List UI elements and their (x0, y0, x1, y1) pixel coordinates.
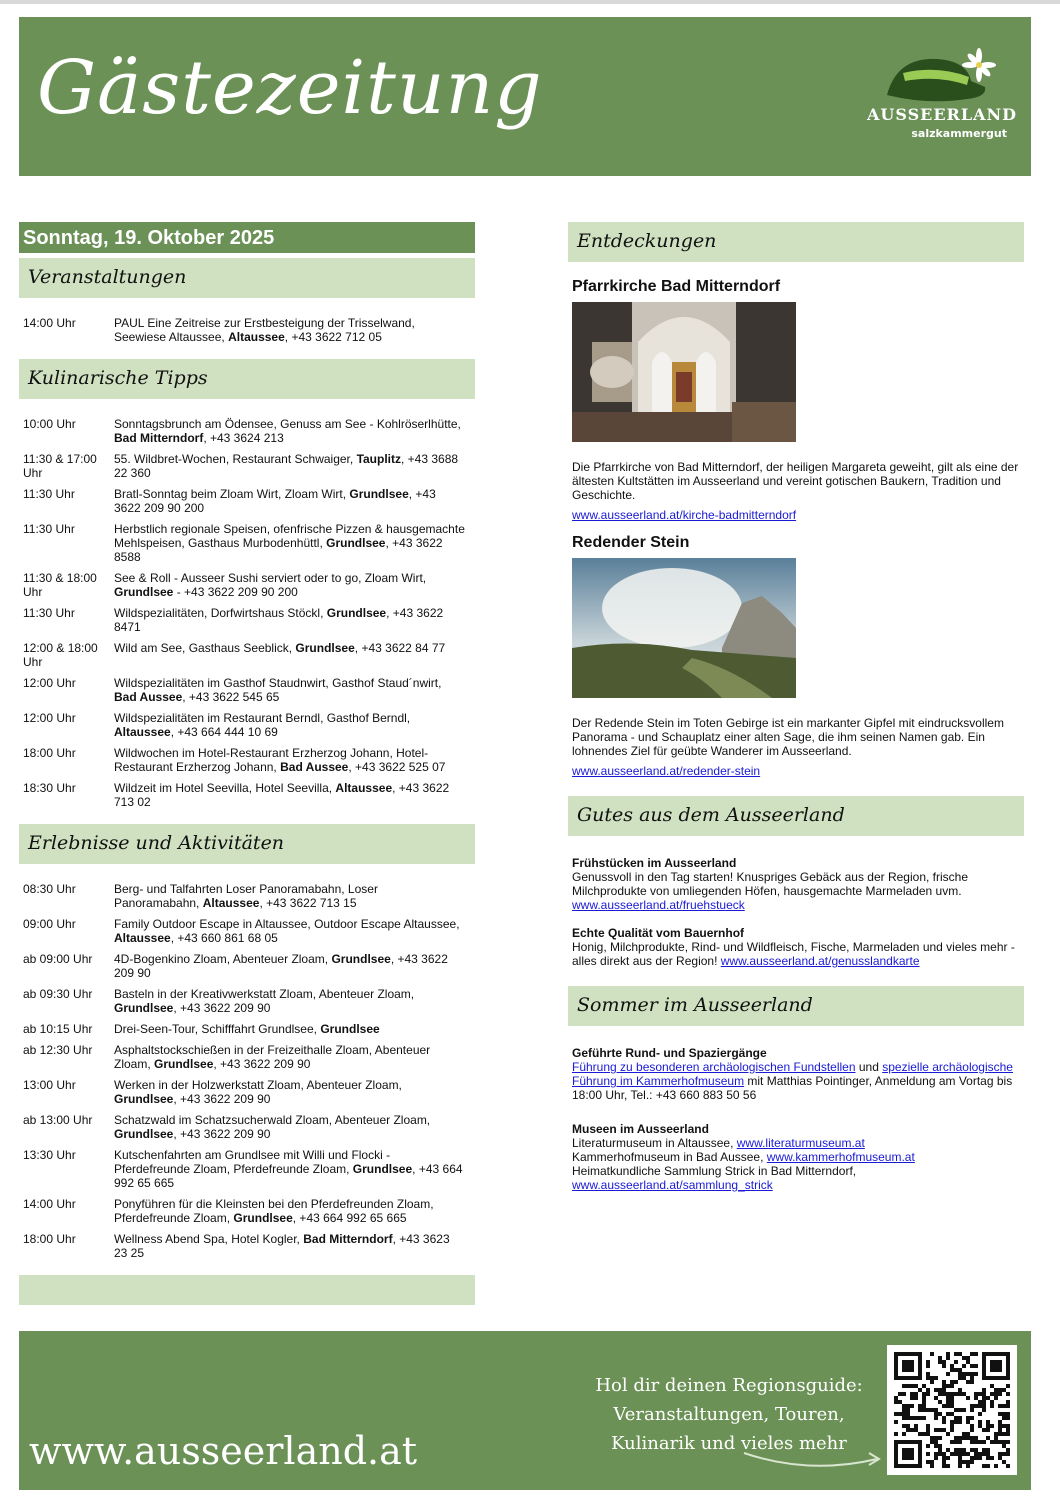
event-description (114, 1043, 471, 1071)
section-heading-entdeckungen: Entdeckungen (568, 222, 1024, 262)
event-place: Grundlsee (349, 487, 409, 501)
event-time: ab 12:30 Uhr (23, 1043, 93, 1057)
block-museen (572, 1122, 1020, 1192)
event-row (23, 882, 471, 910)
block-text-spaziergaenge: mit Matthias Pointinger, Anmeldung am Vortag bis 18:00 Uhr, Tel.: +43 660 883 50 56 (572, 1074, 1013, 1102)
event-place: Bad Mitterndorf (114, 431, 204, 445)
event-row (23, 746, 471, 774)
event-time: 08:30 Uhr (23, 882, 76, 896)
event-contact: , +43 3622 712 05 (284, 330, 382, 344)
event-contact: , +43 3622 713 15 (259, 896, 357, 910)
event-contact: , +43 664 992 65 665 (292, 1211, 407, 1225)
event-place: Grundlsee (326, 606, 387, 620)
event-row (23, 1022, 471, 1036)
event-contact: , +43 3622 84 77 (354, 641, 446, 655)
event-time: 18:30 Uhr (23, 781, 76, 795)
event-contact: , +43 3624 213 (203, 431, 284, 445)
event-row (23, 571, 471, 599)
event-text: Herbstlich regionale Speisen, ofenfrische Pizzen & hausgemachte Mehlspeisen, Gasthaus Murbodenhüttl, (114, 522, 465, 550)
event-row (23, 316, 471, 344)
event-description (114, 917, 471, 945)
event-text: Wildspezialitäten im Restaurant Berndl, Gasthof Berndl, (114, 711, 411, 725)
event-time: ab 13:00 Uhr (23, 1113, 93, 1127)
section-heading: Kulinarische Tipps (19, 359, 475, 399)
event-description (114, 952, 471, 980)
event-description (114, 1022, 471, 1036)
event-row (23, 452, 471, 480)
event-time: 11:30 Uhr (23, 522, 75, 536)
event-description (114, 676, 471, 704)
event-time: 18:00 Uhr (23, 746, 76, 760)
event-contact: - +43 3622 209 90 200 (173, 585, 298, 599)
event-place: Grundlsee (331, 952, 391, 966)
event-contact: , +43 3622 209 90 (213, 1057, 311, 1071)
link-kammerhofmuseum-fuehrung[interactable]: spezielle archäologische Führung im Kammerhofmuseum (572, 1060, 1013, 1088)
event-text: Bratl-Sonntag beim Zloam Wirt, Zloam Wirt, (114, 487, 350, 501)
block-fruehstueck (572, 856, 1020, 912)
event-place: Grundlsee (352, 1162, 413, 1176)
event-description (114, 452, 471, 480)
event-contact: , +43 3688 22 360 (114, 452, 459, 480)
event-contact: , +43 3622 209 90 (173, 1127, 271, 1141)
event-time: 14:00 Uhr (23, 316, 76, 330)
block-text-bauernhof: Honig, Milchprodukte, Rind- und Wildfleisch, Fische, Marmeladen und vieles mehr - alles direkt aus der Region! (572, 940, 1015, 968)
event-description (114, 746, 471, 774)
event-text: 55. Wildbret-Wochen, Restaurant Schwaiger, (114, 452, 357, 466)
event-text: Wellness Abend Spa, Hotel Kogler, (114, 1232, 304, 1246)
event-text: 4D-Bogenkino Zloam, Abenteuer Zloam, (114, 952, 332, 966)
event-place: Grundlsee (114, 585, 174, 599)
event-contact: , +43 664 444 10 69 (170, 725, 278, 739)
event-description (114, 571, 471, 599)
event-text: Wildspezialitäten, Dorfwirtshaus Stöckl, (114, 606, 327, 620)
qr-code[interactable] (887, 1345, 1017, 1475)
link-redender-stein[interactable]: www.ausseerland.at/redender-stein (572, 764, 761, 778)
logo-subtitle: salzkammergut (911, 127, 1007, 140)
event-place: Grundlsee (114, 1127, 174, 1141)
event-time: 11:30 & 18:00 Uhr (23, 571, 97, 599)
date-heading: Sonntag, 19. Oktober 2025 (19, 222, 475, 253)
block-title-bauernhof: Echte Qualität vom Bauernhof (572, 926, 745, 940)
event-text: Werken in der Holzwerkstatt Zloam, Abenteuer Zloam, (114, 1078, 402, 1092)
right-column (568, 222, 1024, 1192)
event-text: Wild am See, Gasthaus Seeblick, (114, 641, 296, 655)
event-description (114, 1148, 471, 1190)
event-time: 12:00 Uhr (23, 676, 76, 690)
link-kammerhofmuseum[interactable]: www.kammerhofmuseum.at (766, 1150, 915, 1164)
event-place: Bad Aussee (280, 760, 349, 774)
event-sections (19, 258, 475, 1275)
event-row (23, 917, 471, 945)
event-description (114, 417, 471, 445)
hat-icon (867, 47, 1007, 107)
event-text: Drei-Seen-Tour, Schifffahrt Grundlsee, (114, 1022, 321, 1036)
event-place: Grundlsee (326, 536, 386, 550)
event-text: Wildwochen im Hotel-Restaurant Erzherzog Johann, Hotel-Restaurant Erzherzog Johann, (114, 746, 429, 774)
event-description (114, 711, 471, 739)
guide-line-2: Veranstaltungen, Touren, (613, 1404, 845, 1425)
guide-line-1: Hol dir deinen Regionsguide: (595, 1375, 863, 1396)
event-row (23, 1043, 471, 1071)
event-text: Basteln in der Kreativwerkstatt Zloam, Abenteuer Zloam, (114, 987, 415, 1001)
arrow-icon (739, 1443, 889, 1473)
event-description (114, 1113, 471, 1141)
event-description (114, 487, 471, 515)
block-title-fruehstueck: Frühstücken im Ausseerland (572, 856, 737, 870)
event-row (23, 781, 471, 809)
event-contact: , +43 3622 209 90 (173, 1001, 271, 1015)
event-place: Grundlsee (295, 641, 355, 655)
event-list (19, 298, 475, 359)
item-text-redender-stein: Der Redende Stein im Toten Gebirge ist ein markanter Gipfel mit eindrucksvollem Panorama - und Schauplatz einer alten Sage, die ihm seinen Namen gab. Ein lohnendes Ziel für geübte Wanderer im Ausseerland. (572, 716, 1004, 758)
block-text-fruehstueck: Genussvoll in den Tag starten! Knuspriges Gebäck aus der Region, frische Milchprodukte von umliegenden Höfen, hausgemachte Marmeladen uvm. (572, 870, 968, 898)
event-contact: , +43 3622 8471 (114, 606, 444, 634)
event-description (114, 641, 471, 669)
event-text: Wildzeit im Hotel Seevilla, Hotel Seevilla, (114, 781, 336, 795)
event-text: See & Roll - Ausseer Sushi serviert oder to go, Zloam Wirt, (114, 571, 427, 585)
event-text: Sonntagsbrunch am Ödensee, Genuss am See - Kohlröserlhütte, (114, 417, 461, 431)
event-contact: , +43 3622 209 90 (173, 1092, 271, 1106)
event-row (23, 952, 471, 980)
event-place: Altaussee (114, 725, 171, 739)
item-title-pfarrkirche: Pfarrkirche Bad Mitterndorf (572, 278, 781, 295)
event-time: ab 09:00 Uhr (23, 952, 93, 966)
event-text: Wildspezialitäten im Gasthof Staudnwirt, Gasthof Staud´nwirt, (114, 676, 442, 690)
event-place: Altaussee (114, 931, 171, 945)
event-time: 09:00 Uhr (23, 917, 76, 931)
event-contact: , +43 3623 23 25 (114, 1232, 450, 1260)
event-row (23, 417, 471, 445)
event-description (114, 316, 471, 344)
event-row (23, 1078, 471, 1106)
event-contact: , +43 3622 525 07 (348, 760, 446, 774)
event-contact: , +43 3622 209 90 200 (114, 487, 436, 515)
event-row (23, 987, 471, 1015)
event-place: Altaussee (228, 330, 285, 344)
link-kirche-badmitterndorf[interactable]: www.ausseerland.at/kirche-badmitterndorf (572, 508, 797, 522)
block-bauernhof (572, 926, 1020, 968)
event-place: Bad Mitterndorf (303, 1232, 393, 1246)
bottom-spacer-bar (19, 1275, 475, 1305)
event-text: PAUL Eine Zeitreise zur Erstbesteigung der Trisselwand, Seewiese Altaussee, (114, 316, 415, 344)
item-title-redender-stein: Redender Stein (572, 534, 690, 551)
event-row (23, 1232, 471, 1260)
block-title-museen: Museen im Ausseerland (572, 1122, 709, 1136)
event-time: 11:30 Uhr (23, 606, 75, 620)
event-row (23, 1197, 471, 1225)
event-row (23, 711, 471, 739)
event-place: Grundlsee (233, 1211, 293, 1225)
event-row (23, 1113, 471, 1141)
event-place: Grundlsee (114, 1001, 174, 1015)
event-row (23, 1148, 471, 1190)
event-time: 12:00 & 18:00 Uhr (23, 641, 98, 669)
event-text: Berg- und Talfahrten Loser Panoramabahn, Loser Panoramabahn, (114, 882, 378, 910)
event-time: 11:30 Uhr (23, 487, 75, 501)
event-contact: , +43 3622 545 65 (182, 690, 280, 704)
footer-url[interactable]: www.ausseerland.at (29, 1429, 418, 1473)
event-text: Kutschenfahrten am Grundlsee mit Willi und Flocki - Pferdefreunde Zloam, Pferdefreunde Zloam, (114, 1148, 391, 1176)
event-row (23, 487, 471, 515)
event-time: 10:00 Uhr (23, 417, 76, 431)
event-time: 13:00 Uhr (23, 1078, 76, 1092)
event-contact: , +43 3622 209 90 (114, 952, 448, 980)
church-interior-photo (572, 302, 796, 442)
logo-text: AUSSEERLAND (867, 105, 1017, 124)
section-heading-gutes: Gutes aus dem Ausseerland (568, 796, 1024, 836)
guide-line-3: Kulinarik und vieles mehr (611, 1433, 847, 1454)
mountain-landscape-photo (572, 558, 796, 698)
event-text: Schatzwald im Schatzsucherwald Zloam, Abenteuer Zloam, (114, 1113, 431, 1127)
museum-strick-text: Heimatkundliche Sammlung Strick in Bad Mitterndorf, (572, 1164, 857, 1178)
top-border (0, 0, 1060, 4)
event-row (23, 676, 471, 704)
event-place: Bad Aussee (114, 690, 183, 704)
qr-code-icon (887, 1345, 1017, 1475)
link-genusslandkarte[interactable]: www.ausseerland.at/genusslandkarte (720, 954, 920, 968)
event-contact: , +43 3622 713 02 (114, 781, 450, 809)
event-description (114, 522, 471, 564)
event-time: ab 09:30 Uhr (23, 987, 93, 1001)
link-fruehstueck[interactable]: www.ausseerland.at/fruehstueck (572, 898, 745, 912)
page-title: Gästezeitung (37, 45, 543, 131)
event-contact: , +43 3622 8588 (114, 536, 443, 564)
museum-literatur-text: Literaturmuseum in Altaussee, (572, 1136, 737, 1150)
event-time: 13:30 Uhr (23, 1148, 76, 1162)
event-description (114, 987, 471, 1015)
event-place: Grundlsee (114, 1092, 174, 1106)
block-title-spaziergaenge: Geführte Rund- und Spaziergänge (572, 1046, 767, 1060)
ausseerland-logo (867, 47, 1017, 157)
event-text: Ponyführen für die Kleinsten bei den Pferdefreunden Zloam, Pferdefreunde Zloam, (114, 1197, 434, 1225)
link-sammlung-strick[interactable]: www.ausseerland.at/sammlung_strick (572, 1178, 773, 1192)
connector-text: und (855, 1060, 883, 1074)
event-list (19, 864, 475, 1275)
item-text-pfarrkirche: Die Pfarrkirche von Bad Mitterndorf, der heiligen Margareta geweiht, gilt als eine der ältesten Kultstätten im Ausseerland und vereint gotischen Baukern, Tradition und Geschichte. (572, 460, 1019, 502)
event-description (114, 1197, 471, 1225)
event-place: Altaussee (335, 781, 393, 795)
event-place: Grundlsee (154, 1057, 214, 1071)
museum-kammerhof-text: Kammerhofmuseum in Bad Aussee, (572, 1150, 767, 1164)
event-row (23, 641, 471, 669)
event-time: 11:30 & 17:00 Uhr (23, 452, 97, 480)
event-text: Asphaltstockschießen in der Freizeithalle Zloam, Abenteuer Zloam, (114, 1043, 431, 1071)
event-contact: , +43 660 861 68 05 (170, 931, 278, 945)
event-time: ab 10:15 Uhr (23, 1022, 93, 1036)
section-heading: Erlebnisse und Aktivitäten (19, 824, 475, 864)
event-time: 12:00 Uhr (23, 711, 76, 725)
event-list (19, 399, 475, 824)
event-description (114, 781, 471, 809)
footer-banner (19, 1331, 1031, 1490)
event-time: 18:00 Uhr (23, 1232, 76, 1246)
event-description (114, 1078, 471, 1106)
left-column (19, 222, 475, 1305)
event-text: Family Outdoor Escape in Altaussee, Outdoor Escape Altaussee, (114, 917, 460, 931)
section-heading: Veranstaltungen (19, 258, 475, 298)
event-place: Tauplitz (356, 452, 401, 466)
event-description (114, 1232, 471, 1260)
event-place: Grundlsee (320, 1022, 380, 1036)
event-row (23, 522, 471, 564)
event-description (114, 882, 471, 910)
event-time: 14:00 Uhr (23, 1197, 76, 1211)
event-contact: , +43 664 992 65 665 (114, 1162, 463, 1190)
event-description (114, 606, 471, 634)
event-place: Altaussee (202, 896, 260, 910)
section-heading-sommer: Sommer im Ausseerland (568, 986, 1024, 1026)
event-row (23, 606, 471, 634)
block-spaziergaenge (572, 1046, 1020, 1102)
link-literaturmuseum[interactable]: www.literaturmuseum.at (736, 1136, 865, 1150)
link-archaeologische-fundstellen[interactable]: Führung zu besonderen archäologischen Fundstellen (572, 1060, 856, 1074)
header-banner (19, 17, 1031, 176)
